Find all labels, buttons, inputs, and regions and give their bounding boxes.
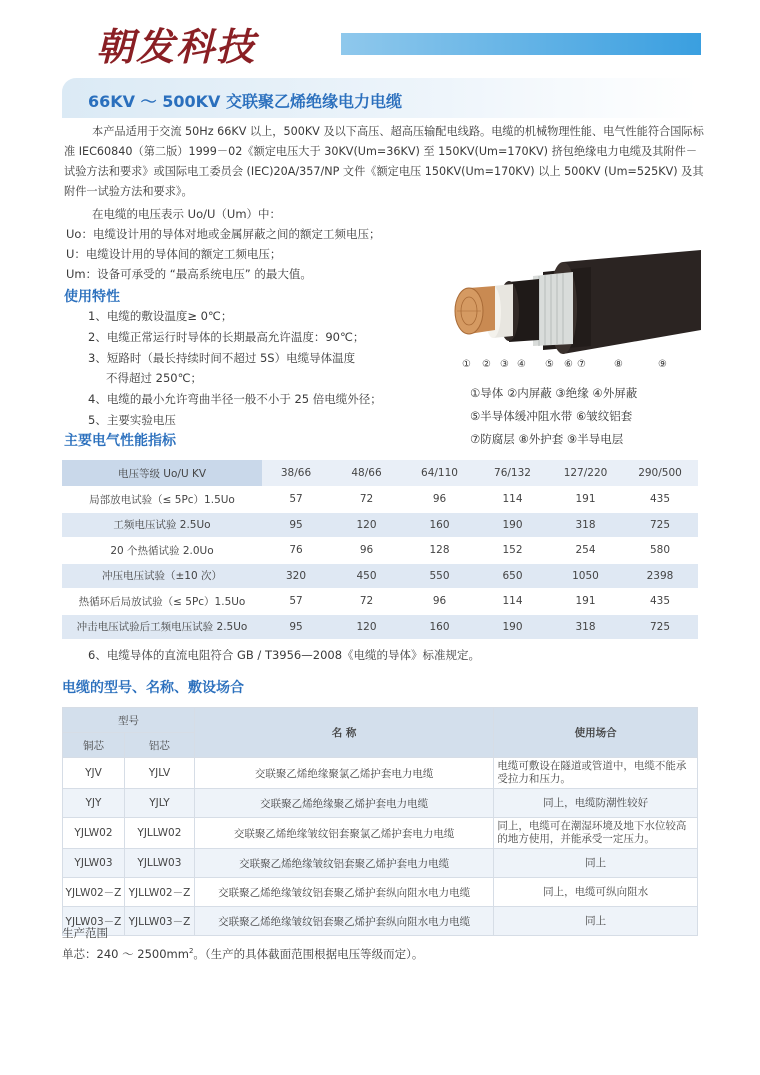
table-cell: 交联聚乙烯绝缘皱纹铝套聚乙烯护套电力电缆 [194, 849, 493, 878]
table-cell: 191 [549, 589, 622, 615]
column-header: 铜芯 [63, 733, 125, 758]
table-cell: 76 [262, 538, 330, 564]
column-header: 127/220 [549, 460, 622, 487]
table-row [62, 487, 698, 513]
usage-item: 4、电缆的最小允许弯曲半径一般不小于 25 倍电缆外径； [88, 392, 382, 406]
table-row [62, 538, 698, 564]
page-title: 66KV ～ 500KV 交联聚乙烯绝缘电力电缆 [88, 92, 402, 111]
voltage-note: 在电缆的电压表示 Uo/U（Um）中： [92, 207, 282, 221]
table-cell: 同上，电缆防潮性较好 [494, 789, 698, 818]
column-header: 铝芯 [124, 733, 194, 758]
table-cell: 128 [403, 538, 476, 564]
table-cell: 交联聚乙烯绝缘聚氯乙烯护套电力电缆 [194, 758, 493, 789]
table-cell: 318 [549, 512, 622, 538]
column-header: 电压等级 Uo/U KV [62, 460, 262, 487]
def-u: U：电缆设计用的导体间的额定工频电压； [66, 247, 282, 261]
table-cell: 320 [262, 563, 330, 589]
table-cell: 72 [330, 589, 403, 615]
table-row [63, 818, 698, 849]
table-cell: 交联聚乙烯绝缘皱纹铝套聚乙烯护套纵向阻水电力电缆 [194, 878, 493, 907]
cable-cross-section-illustration [451, 250, 701, 370]
table-cell: 57 [262, 487, 330, 513]
intro-paragraph: 本产品适用于交流 50Hz 66KV 以上，500KV 及以下高压、超高压输配电线路。电缆的机械物理性能、电气性能符合国际标准 IEC60840（第二版）1999－02《额定电压大于 30KV(Um=36KV) 至 150KV(Um=170KV) 挤包绝缘电力电缆及其附件－试验方法和要求》或国际电工委员会 (IEC)20A/357/NP 文件《额定电压 150KV(Um=170KV) 以上 500KV (Um=525KV) 及其附件一试验方法和要求》。 [64, 125, 704, 198]
table-cell: 57 [262, 589, 330, 615]
table-cell: 450 [330, 563, 403, 589]
row-label: 局部放电试验（≤ 5Pc）1.5Uo [62, 487, 262, 513]
cable-legend-line: ①导体 ②内屏蔽 ③绝缘 ④外屏蔽 [470, 386, 638, 400]
models-heading: 电缆的型号、名称、敷设场合 [62, 680, 244, 696]
usage-heading: 使用特性 [64, 289, 120, 305]
column-header: 型号 [63, 708, 195, 733]
table-cell: 同上 [494, 907, 698, 936]
table-header-row [62, 460, 698, 487]
table-cell: 435 [622, 487, 698, 513]
table-cell: 152 [476, 538, 549, 564]
column-header: 48/66 [330, 460, 403, 487]
header-accent-bar [341, 33, 701, 55]
usage-item: 5、主要实验电压 [88, 413, 176, 427]
table-cell: 95 [262, 614, 330, 640]
usage-item: 1、电缆的敷设温度≥ 0℃； [88, 309, 233, 323]
table-cell: 725 [622, 614, 698, 640]
usage-item: 3、短路时（最长持续时间不超过 5S）电缆导体温度 [88, 351, 356, 365]
table-cell: YJLW02 [63, 818, 125, 849]
row-label: 工频电压试验 2.5Uo [62, 512, 262, 538]
table-cell: 120 [330, 512, 403, 538]
table-cell: 同上，电缆可在潮湿环境及地下水位较高的地方使用，并能承受一定压力。 [494, 818, 698, 849]
table-cell: 同上，电缆可纵向阻水 [494, 878, 698, 907]
column-header: 76/132 [476, 460, 549, 487]
table-cell: 191 [549, 487, 622, 513]
column-header: 64/110 [403, 460, 476, 487]
table-cell: 580 [622, 538, 698, 564]
table-row [63, 849, 698, 878]
table-cell: 160 [403, 512, 476, 538]
table-cell: YJV [63, 758, 125, 789]
table-cell: 114 [476, 487, 549, 513]
table-cell: YJY [63, 789, 125, 818]
row-label: 热循环后局放试验（≤ 5Pc）1.5Uo [62, 589, 262, 615]
table-cell: 550 [403, 563, 476, 589]
cable-models-table [62, 707, 698, 936]
table-row [63, 789, 698, 818]
table-cell: 96 [403, 487, 476, 513]
table-cell: 95 [262, 512, 330, 538]
def-um: Um：设备可承受的 “最高系统电压” 的最大值。 [66, 267, 312, 281]
table-cell: YJLLW02－Z [124, 878, 194, 907]
cable-legend-line: ⑤半导体缓冲阻水带 ⑥皱纹铝套 [470, 409, 633, 423]
table-cell: 1050 [549, 563, 622, 589]
table-cell: 交联聚乙烯绝缘皱纹铝套聚氯乙烯护套电力电缆 [194, 818, 493, 849]
production-range-sup: 2 [188, 947, 194, 956]
table-cell: YJLY [124, 789, 194, 818]
electrical-heading: 主要电气性能指标 [64, 433, 176, 449]
table-cell: 96 [330, 538, 403, 564]
table-row [62, 512, 698, 538]
table-cell: 190 [476, 614, 549, 640]
column-header: 38/66 [262, 460, 330, 487]
table-cell: YJLW02－Z [63, 878, 125, 907]
table-cell: YJLLW03 [124, 849, 194, 878]
column-header: 使用场合 [494, 708, 698, 758]
table-cell: 114 [476, 589, 549, 615]
table-row [62, 614, 698, 640]
usage-item: 不得超过 250℃； [106, 371, 203, 385]
table-cell: 同上 [494, 849, 698, 878]
conductor-resistance-note: 6、电缆导体的直流电阻符合 GB / T3956—2008《电缆的导体》标准规定。 [88, 648, 481, 662]
cable-legend-line: ⑦防腐层 ⑧外护套 ⑨半导电层 [470, 432, 624, 446]
column-header: 名 称 [194, 708, 493, 758]
table-cell: 2398 [622, 563, 698, 589]
table-cell: YJLLW02 [124, 818, 194, 849]
table-row [62, 563, 698, 589]
row-label: 冲击电压试验后工频电压试验 2.5Uo [62, 614, 262, 640]
company-logo: 朝发科技 [96, 24, 257, 69]
table-cell: YJLV [124, 758, 194, 789]
table-cell: 72 [330, 487, 403, 513]
table-cell: 160 [403, 614, 476, 640]
table-cell: 318 [549, 614, 622, 640]
table-row [63, 758, 698, 789]
table-cell: 190 [476, 512, 549, 538]
table-cell: 电缆可敷设在隧道或管道中，电缆不能承受拉力和压力。 [494, 758, 698, 789]
usage-item: 2、电缆正常运行时导体的长期最高允许温度：90℃； [88, 330, 365, 344]
table-cell: 725 [622, 512, 698, 538]
table-cell: YJLW03 [63, 849, 125, 878]
def-uo: Uo：电缆设计用的导体对地或金属屏蔽之间的额定工频电压； [66, 227, 381, 241]
table-cell: 120 [330, 614, 403, 640]
table-row [62, 589, 698, 615]
table-cell: 254 [549, 538, 622, 564]
table-cell: 435 [622, 589, 698, 615]
row-label: 冲压电压试验（±10 次） [62, 563, 262, 589]
table-row [63, 907, 698, 936]
table-cell: YJLLW03－Z [124, 907, 194, 936]
table-cell: YJLW03－Z [63, 907, 125, 936]
table-row [63, 878, 698, 907]
row-label: 20 个热循试验 2.0Uo [62, 538, 262, 564]
column-header: 290/500 [622, 460, 698, 487]
production-range [62, 946, 423, 962]
production-heading: 生产范围 [62, 926, 108, 940]
production-range-prefix: 单芯：240 ～ 2500mm [62, 947, 189, 961]
table-cell: 交联聚乙烯绝缘皱纹铝套聚乙烯护套纵向阻水电力电缆 [194, 907, 493, 936]
table-cell: 交联聚乙烯绝缘聚乙烯护套电力电缆 [194, 789, 493, 818]
table-cell: 650 [476, 563, 549, 589]
table-cell: 96 [403, 589, 476, 615]
production-range-suffix: 。（生产的具体截面范围根据电压等级而定）。 [193, 947, 424, 961]
electrical-performance-table [62, 460, 698, 640]
